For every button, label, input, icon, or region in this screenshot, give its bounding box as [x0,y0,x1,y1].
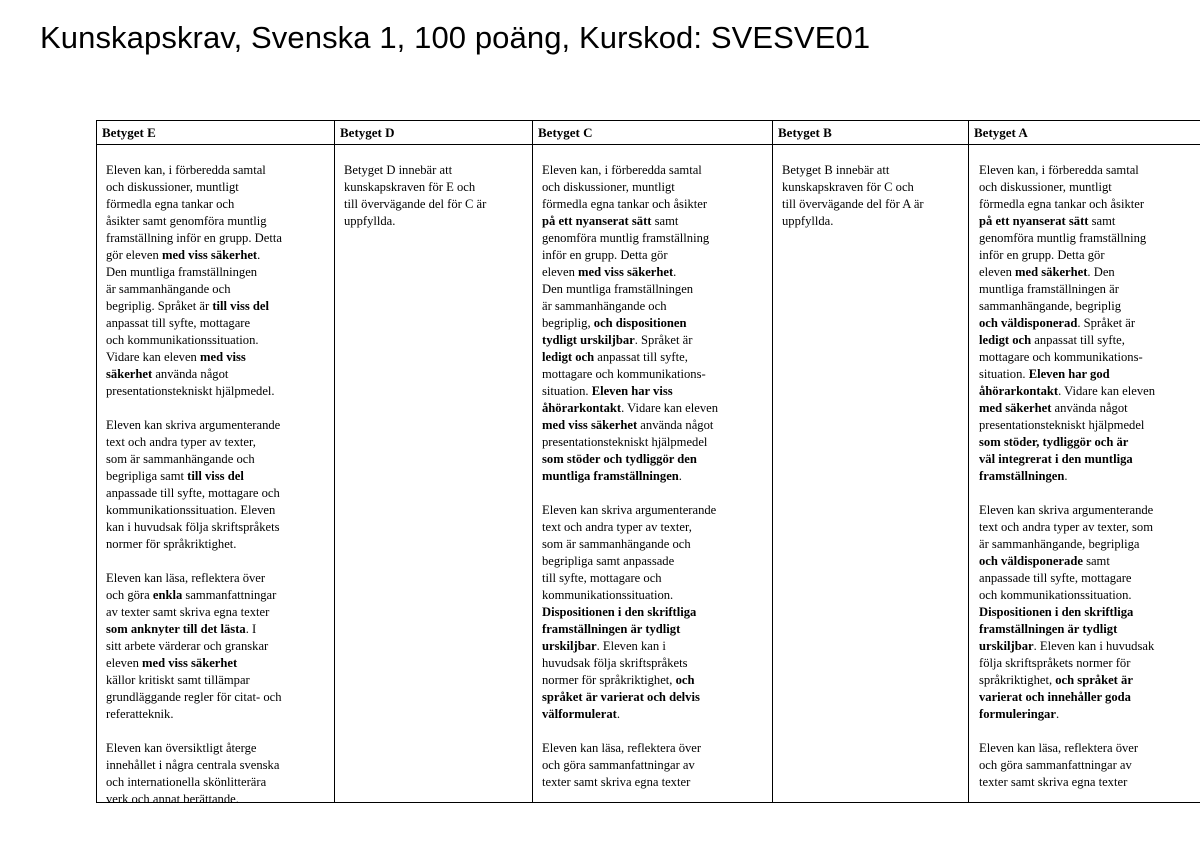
criteria-line [979,672,1155,689]
criteria-text: och kommunikationssituation. [979,588,1132,602]
criteria-emphasis: med säkerhet [979,401,1052,415]
criteria-paragraph [979,502,1155,723]
criteria-line [106,502,282,519]
criteria-emphasis: formuleringar [979,707,1056,721]
criteria-text: använda något [152,367,229,381]
criteria-text: Eleven kan, i förberedda samtal [542,163,702,177]
criteria-text: använda något [637,418,714,432]
criteria-line [979,706,1155,723]
criteria-line [106,570,282,587]
criteria-text: verk och annat berättande. [106,792,239,806]
criteria-line [979,553,1155,570]
criteria-line [106,179,282,196]
criteria-text: referatteknik. [106,707,174,721]
criteria-line [542,587,718,604]
criteria-text: kunskapskraven för C och [782,180,914,194]
criteria-line [542,757,718,774]
criteria-text: förmedla egna tankar och åsikter [542,197,708,211]
criteria-line [542,400,718,417]
criteria-text: . Eleven kan i huvudsak [1033,639,1155,653]
criteria-paragraph [344,162,486,230]
criteria-text: Eleven kan skriva argumenterande [106,418,281,432]
criteria-paragraph [106,570,282,723]
criteria-text: samt [1088,214,1116,228]
criteria-text: Eleven kan skriva argumenterande [979,503,1154,517]
criteria-line [542,672,718,689]
criteria-text: . Den [1087,265,1115,279]
criteria-line [106,196,282,213]
criteria-text: Eleven kan, i förberedda samtal [979,163,1139,177]
criteria-line [106,315,282,332]
criteria-line [979,519,1155,536]
criteria-line [344,179,486,196]
criteria-text: Betyget D innebär att [344,163,453,177]
criteria-text: till syfte, mottagare och [542,571,662,585]
criteria-line [106,621,282,638]
criteria-line [542,451,718,468]
criteria-text: är sammanhängande och [106,282,231,296]
criteria-line [542,383,718,400]
criteria-line [542,706,718,723]
criteria-text: och diskussioner, muntligt [542,180,675,194]
criteria-line [542,230,718,247]
criteria-text: Eleven kan skriva argumenterande [542,503,717,517]
criteria-cell-grade-d [344,162,486,247]
criteria-line [542,349,718,366]
criteria-line [542,468,718,485]
criteria-text: förmedla egna tankar och [106,197,235,211]
criteria-paragraph [782,162,924,230]
criteria-text: av texter samt skriva egna texter [106,605,270,619]
criteria-line [106,434,282,451]
criteria-line [979,621,1155,638]
criteria-text: Betyget B innebär att [782,163,890,177]
criteria-line [979,349,1155,366]
criteria-text: genomföra muntlig framställning [542,231,710,245]
criteria-text: kommunikationssituation. [542,588,674,602]
criteria-cell-grade-b [782,162,924,247]
criteria-paragraph [542,740,718,791]
header-grade-a: Betyget A [974,125,1028,140]
criteria-emphasis: och väldisponerad [979,316,1078,330]
criteria-text: inför en grupp. Detta gör [542,248,668,262]
criteria-line [979,434,1155,451]
criteria-text: grundläggande regler för citat- och [106,690,282,704]
criteria-text: genomföra muntlig framställning [979,231,1147,245]
criteria-text: som är sammanhängande och [542,537,691,551]
criteria-text: följa skriftspråkets normer för [979,656,1131,670]
criteria-text: . [257,248,261,262]
criteria-line [344,196,486,213]
criteria-emphasis: och väldisponerade [979,554,1083,568]
criteria-text: . I [245,622,257,636]
criteria-emphasis: med viss [200,350,246,364]
criteria-text: . [1055,707,1060,721]
criteria-line [979,451,1155,468]
criteria-line [979,213,1155,230]
criteria-emphasis: till viss del [187,469,244,483]
criteria-line [542,366,718,383]
criteria-text: anpassat till syfte, mottagare [106,316,251,330]
criteria-line [979,638,1155,655]
criteria-text: språkriktighet, [979,673,1056,687]
criteria-emphasis: varierat och innehåller goda [979,690,1131,704]
criteria-emphasis: säkerhet [106,367,153,381]
criteria-text: och diskussioner, muntligt [979,180,1112,194]
criteria-cell-grade-e [106,162,282,825]
criteria-paragraph [979,740,1155,791]
criteria-paragraph [542,162,718,485]
criteria-line [542,247,718,264]
criteria-text: anpassat till syfte, [594,350,688,364]
criteria-line [542,553,718,570]
criteria-text: . Språket är [634,333,693,347]
criteria-text: begripliga samt [106,469,188,483]
criteria-text: sitt arbete värderar och granskar [106,639,269,653]
criteria-text: . [1064,469,1068,483]
criteria-text: innehållet i några centrala svenska [106,758,280,772]
criteria-text: använda något [1051,401,1128,415]
criteria-text: Eleven kan läsa, reflektera över [979,741,1139,755]
criteria-emphasis: framställningen är tydligt [542,622,681,636]
grading-criteria-table [96,120,1200,806]
criteria-line [542,638,718,655]
criteria-text: . Vidare kan eleven [621,401,718,415]
criteria-text: och kommunikationssituation. [106,333,259,347]
criteria-text: och diskussioner, muntligt [106,180,239,194]
criteria-line [542,604,718,621]
criteria-text: och göra [106,588,153,602]
criteria-text: . [616,707,620,721]
criteria-line [542,519,718,536]
criteria-line [979,400,1155,417]
criteria-text: begriplig. Språket är [106,299,213,313]
page-title: Kunskapskrav, Svenska 1, 100 poäng, Kurskod: SVESVE01 [40,20,871,55]
criteria-line [106,485,282,502]
column-divider [772,120,773,803]
criteria-line [782,213,924,230]
criteria-paragraph [106,417,282,553]
criteria-emphasis: åhörarkontakt [979,384,1059,398]
column-divider [968,120,969,803]
criteria-line [106,451,282,468]
table-top-border [96,120,1200,121]
criteria-text: kan i huvudsak följa skriftspråkets [106,520,280,534]
criteria-paragraph [106,740,282,808]
criteria-text: presentationstekniskt hjälpmedel [979,418,1145,432]
criteria-emphasis: muntliga framställningen [542,469,679,483]
criteria-line [542,689,718,706]
criteria-emphasis: framställningen [979,469,1065,483]
criteria-text: åsikter samt genomföra muntlig [106,214,267,228]
criteria-line [979,298,1155,315]
criteria-line [979,604,1155,621]
criteria-emphasis: välformulerat [542,707,617,721]
criteria-line [106,791,282,808]
criteria-line [344,162,486,179]
criteria-text: eleven [542,265,579,279]
criteria-line [106,264,282,281]
criteria-emphasis: med viss säkerhet [142,656,238,670]
criteria-text: . Eleven kan i [596,639,666,653]
criteria-text: och göra sammanfattningar av [542,758,695,772]
criteria-line [106,349,282,366]
criteria-line [106,519,282,536]
criteria-line [979,689,1155,706]
criteria-line [542,179,718,196]
criteria-line [542,264,718,281]
criteria-line [542,417,718,434]
criteria-text: anpassade till syfte, mottagare och [106,486,280,500]
criteria-text: . [673,265,677,279]
criteria-line [542,298,718,315]
criteria-text: muntliga framställningen är [979,282,1119,296]
criteria-text: samt [1082,554,1110,568]
criteria-line [979,740,1155,757]
criteria-emphasis: som stöder, tydliggör och är [979,435,1129,449]
criteria-text: Eleven kan, i förberedda samtal [106,163,266,177]
criteria-text: normer för språkriktighet. [106,537,237,551]
criteria-emphasis: Dispositionen i den skriftliga [542,605,697,619]
criteria-line [979,468,1155,485]
criteria-emphasis: urskiljbar [979,639,1034,653]
header-grade-e: Betyget E [102,125,156,140]
criteria-line [542,621,718,638]
criteria-line [106,417,282,434]
criteria-line [979,502,1155,519]
criteria-line [979,655,1155,672]
criteria-text: . [678,469,682,483]
criteria-line [106,230,282,247]
column-divider [334,120,335,803]
criteria-line [106,655,282,672]
criteria-line [106,298,282,315]
criteria-line [106,281,282,298]
criteria-line [106,468,282,485]
criteria-text: Den muntliga framställningen [542,282,694,296]
criteria-text: källor kritiskt samt tillämpar [106,673,250,687]
criteria-line [542,315,718,332]
criteria-text: Den muntliga framställningen [106,265,258,279]
criteria-text: mottagare och kommunikations- [542,367,706,381]
criteria-emphasis: med säkerhet [1015,265,1088,279]
criteria-emphasis: enkla [152,588,183,602]
criteria-text: text och andra typer av texter, som [979,520,1153,534]
criteria-emphasis: med viss säkerhet [578,265,674,279]
criteria-line [106,672,282,689]
criteria-text: gör eleven [106,248,162,262]
criteria-line [106,706,282,723]
criteria-text: . Språket är [1077,316,1136,330]
criteria-text: text och andra typer av texter, [106,435,256,449]
criteria-line [106,213,282,230]
criteria-line [782,196,924,213]
criteria-emphasis: på ett nyanserat sätt [979,214,1089,228]
criteria-emphasis: Eleven har god [1028,367,1110,381]
criteria-line [979,196,1155,213]
criteria-line [542,196,718,213]
criteria-text: inför en grupp. Detta gör [979,248,1105,262]
criteria-emphasis: på ett nyanserat sätt [542,214,652,228]
criteria-line [542,740,718,757]
criteria-text: sammanfattningar [182,588,277,602]
criteria-line [542,332,718,349]
criteria-line [979,570,1155,587]
criteria-emphasis: ledigt och [542,350,595,364]
header-grade-d: Betyget D [340,125,395,140]
criteria-text: är sammanhängande och [542,299,667,313]
criteria-text: samt [651,214,679,228]
criteria-text: till övervägande del för A är [782,197,924,211]
criteria-text: huvudsak följa skriftspråkets [542,656,688,670]
criteria-paragraph [542,502,718,723]
criteria-line [979,162,1155,179]
criteria-line [542,536,718,553]
criteria-text: presentationstekniskt hjälpmedel [542,435,708,449]
criteria-emphasis: med viss säkerhet [542,418,638,432]
criteria-line [542,655,718,672]
criteria-line [106,604,282,621]
header-bottom-border [96,144,1200,145]
criteria-text: Vidare kan eleven [106,350,200,364]
criteria-line [979,774,1155,791]
criteria-line [979,264,1155,281]
criteria-text: som är sammanhängande och [106,452,255,466]
criteria-line [106,774,282,791]
criteria-line [106,638,282,655]
criteria-line [782,179,924,196]
criteria-text: eleven [979,265,1016,279]
criteria-emphasis: med viss säkerhet [161,248,258,262]
criteria-emphasis: som anknyter till det lästa [106,622,246,636]
criteria-line [106,332,282,349]
criteria-text: anpassat till syfte, [1031,333,1125,347]
criteria-emphasis: Eleven har viss [591,384,673,398]
criteria-emphasis: och [675,673,695,687]
criteria-line [979,332,1155,349]
criteria-line [979,230,1155,247]
criteria-text: förmedla egna tankar och åsikter [979,197,1145,211]
criteria-text: framställning inför en grupp. Detta [106,231,282,245]
criteria-cell-grade-a [979,162,1155,808]
criteria-text: texter samt skriva egna texter [979,775,1128,789]
criteria-line [542,213,718,230]
criteria-text: anpassade till syfte, mottagare [979,571,1132,585]
criteria-line [979,757,1155,774]
criteria-text: till övervägande del för C är [344,197,487,211]
criteria-line [344,213,486,230]
criteria-line [979,247,1155,264]
criteria-text: situation. [979,367,1029,381]
header-grade-c: Betyget C [538,125,593,140]
criteria-paragraph [979,162,1155,485]
criteria-line [979,383,1155,400]
criteria-emphasis: väl integrerat i den muntliga [979,452,1133,466]
criteria-emphasis: framställningen är tydligt [979,622,1118,636]
criteria-line [106,740,282,757]
criteria-text: texter samt skriva egna texter [542,775,691,789]
criteria-emphasis: åhörarkontakt [542,401,622,415]
column-divider [532,120,533,803]
criteria-line [979,315,1155,332]
criteria-line [979,366,1155,383]
criteria-text: och göra sammanfattningar av [979,758,1132,772]
criteria-line [106,366,282,383]
criteria-line [106,162,282,179]
criteria-line [979,179,1155,196]
criteria-text: uppfyllda. [782,214,834,228]
criteria-text: Eleven kan läsa, reflektera över [542,741,702,755]
criteria-line [542,570,718,587]
criteria-emphasis: som stöder och tydliggör den [542,452,697,466]
criteria-line [979,536,1155,553]
criteria-text: situation. [542,384,592,398]
criteria-text: är sammanhängande, begripliga [979,537,1140,551]
criteria-text: begriplig, [542,316,594,330]
criteria-text: . Vidare kan eleven [1058,384,1155,398]
criteria-emphasis: tydligt urskiljbar [542,333,635,347]
criteria-emphasis: och dispositionen [593,316,687,330]
criteria-line [542,281,718,298]
criteria-line [542,162,718,179]
criteria-text: normer för språkriktighet, [542,673,676,687]
criteria-emphasis: urskiljbar [542,639,597,653]
criteria-text: uppfyllda. [344,214,396,228]
criteria-text: mottagare och kommunikations- [979,350,1143,364]
criteria-line [979,587,1155,604]
criteria-text: kunskapskraven för E och [344,180,476,194]
criteria-line [106,247,282,264]
criteria-line [979,281,1155,298]
header-grade-b: Betyget B [778,125,832,140]
criteria-text: Eleven kan läsa, reflektera över [106,571,266,585]
criteria-emphasis: och språket är [1055,673,1133,687]
criteria-text: sammanhängande, begriplig [979,299,1121,313]
criteria-emphasis: Dispositionen i den skriftliga [979,605,1134,619]
criteria-line [106,536,282,553]
criteria-line [106,689,282,706]
criteria-text: text och andra typer av texter, [542,520,692,534]
criteria-line [542,774,718,791]
criteria-text: eleven [106,656,143,670]
criteria-line [782,162,924,179]
criteria-line [106,383,282,400]
criteria-emphasis: till viss del [212,299,270,313]
criteria-line [542,502,718,519]
criteria-text: Eleven kan översiktligt återge [106,741,257,755]
criteria-cell-grade-c [542,162,718,808]
column-divider [96,120,97,803]
criteria-line [106,757,282,774]
criteria-paragraph [106,162,282,400]
criteria-text: presentationstekniskt hjälpmedel. [106,384,275,398]
criteria-line [542,434,718,451]
criteria-line [106,587,282,604]
criteria-text: begripliga samt anpassade [542,554,675,568]
criteria-text: och internationella skönlitterära [106,775,267,789]
criteria-line [979,417,1155,434]
criteria-emphasis: språket är varierat och delvis [542,690,700,704]
criteria-emphasis: ledigt och [979,333,1032,347]
criteria-text: kommunikationssituation. Eleven [106,503,276,517]
